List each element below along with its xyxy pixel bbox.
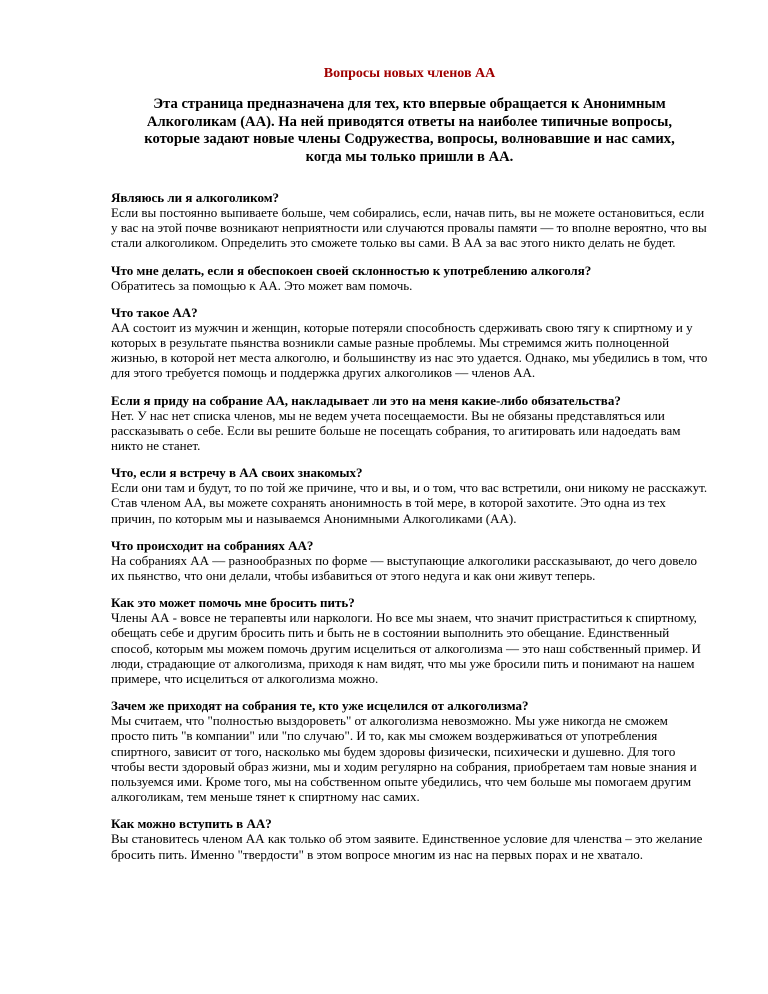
faq-answer: На собраниях АА — разнообразных по форме — выступающие алкоголики рассказывают, до чего довело их пьянство, что они делали, чтобы избавиться от этого недуга и как они живут теперь. xyxy=(111,552,698,584)
faq-item xyxy=(111,538,708,583)
faq-answer: Вы становитесь членом АА как только об этом заявите. Единственное условие для членства – это желание бросить пить. Именно "твердости" в этом вопросе многим из нас на первых порах и не хватало. xyxy=(111,831,703,862)
faq-question: Что такое АА? xyxy=(111,304,198,320)
faq-item xyxy=(111,465,708,526)
faq-question: Что, если я встречу в АА своих знакомых? xyxy=(111,465,363,481)
faq-answer: АА состоит из мужчин и женщин, которые потеряли способность сдерживать свою тягу к спиртному и у которых в результате пьянства возникли самые разные проблемы. Мы стремимся жить полноценной жизнью, в которой нет места алкоголю, и большинству из нас это удается. Однако, мы убедились в том, что для этого требуется помощь и поддержка других алкоголиков — членов АА. xyxy=(111,319,708,381)
faq-answer: Обратитесь за помощью к АА. Это может вам помочь. xyxy=(111,277,413,293)
faq-item xyxy=(111,190,708,251)
faq-item xyxy=(111,263,708,293)
faq-item xyxy=(111,698,708,804)
faq-question: Что мне делать, если я обеспокоен своей склонностью к употреблению алкоголя? xyxy=(111,262,592,278)
faq-answer: Если вы постоянно выпиваете больше, чем собирались, если, начав пить, вы не можете остановиться, если у вас на этой почве возникают неприятности или случаются провалы памяти — то вполне вероятно, что вы стали алкоголиком. Определить это сможете только вы сами. В АА за вас этого никто делать не будет. xyxy=(111,205,707,251)
faq-question: Зачем же приходят на собрания те, кто уже исцелился от алкоголизма? xyxy=(111,698,529,714)
faq-question: Как можно вступить в АА? xyxy=(111,816,272,832)
faq-item xyxy=(111,393,708,454)
faq-answer: Мы считаем, что "полностью выздороветь" от алкоголизма невозможно. Мы уже никогда не сможем просто пить "в компании" или "по случаю". И то, как мы сможем воздерживаться от употребления спиртного, зависит от того, насколько мы будем здоровы физически, психически и душевно. Для того чтобы вести здоровый образ жизни, мы и ходим регулярно на собрания, приобретаем там новые знания и пользуемся ими. Кроме того, мы на собственном опыте убедились, что чем больше мы помогаем другим алкоголикам, тем меньше тянет к спиртному нас самих. xyxy=(111,713,697,805)
faq-answer: Нет. У нас нет списка членов, мы не ведем учета посещаемости. Вы не обязаны представляться или рассказывать о себе. Если вы решите больше не посещать собрания, то агитировать или надоедать вам никто не станет. xyxy=(111,407,681,454)
faq-question: Если я приду на собрание АА, накладывает ли это на меня какие-либо обязательства? xyxy=(111,392,621,408)
intro-text: Эта страница предназначена для тех, кто впервые обращается к Анонимным Алкоголикам (АА). На ней приводятся ответы на наиболее типичные вопросы, которые задают новые члены Содружества, вопросы, волновавшие и нас самих, когда мы только пришли в АА. xyxy=(144,96,675,165)
faq-answer: Члены АА - вовсе не терапевты или наркологи. Но все мы знаем, что значит пристраститься к спиртному, обещать себе и другим бросить пить и быть не в состоянии выполнить это обещание. Единственный способ, которым мы можем помочь другим исцелиться от алкоголизма — это наш собственный пример. И люди, страдающие от алкоголизма, приходя к нам видят, что мы уже бросили пить и понимают на нашем примере, что исцелиться от алкоголизма можно. xyxy=(111,610,701,687)
faq-answer: Если они там и будут, то по той же причине, что и вы, и о том, что вас встретили, они никому не расскажут. Став членом АА, вы можете сохранять анонимность в той мере, в которой захотите. Это одна из тех причин, по которым мы и называемся Анонимными Алкоголиками (АА). xyxy=(111,480,708,526)
page-title: Вопросы новых членов АА xyxy=(323,66,496,81)
faq-question: Что происходит на собраниях АА? xyxy=(111,537,314,553)
faq-question: Как это может помочь мне бросить пить? xyxy=(111,595,355,611)
faq-item xyxy=(111,595,708,686)
faq-item xyxy=(111,816,708,861)
faq-item xyxy=(111,305,708,381)
faq-question: Являюсь ли я алкоголиком? xyxy=(111,190,280,205)
